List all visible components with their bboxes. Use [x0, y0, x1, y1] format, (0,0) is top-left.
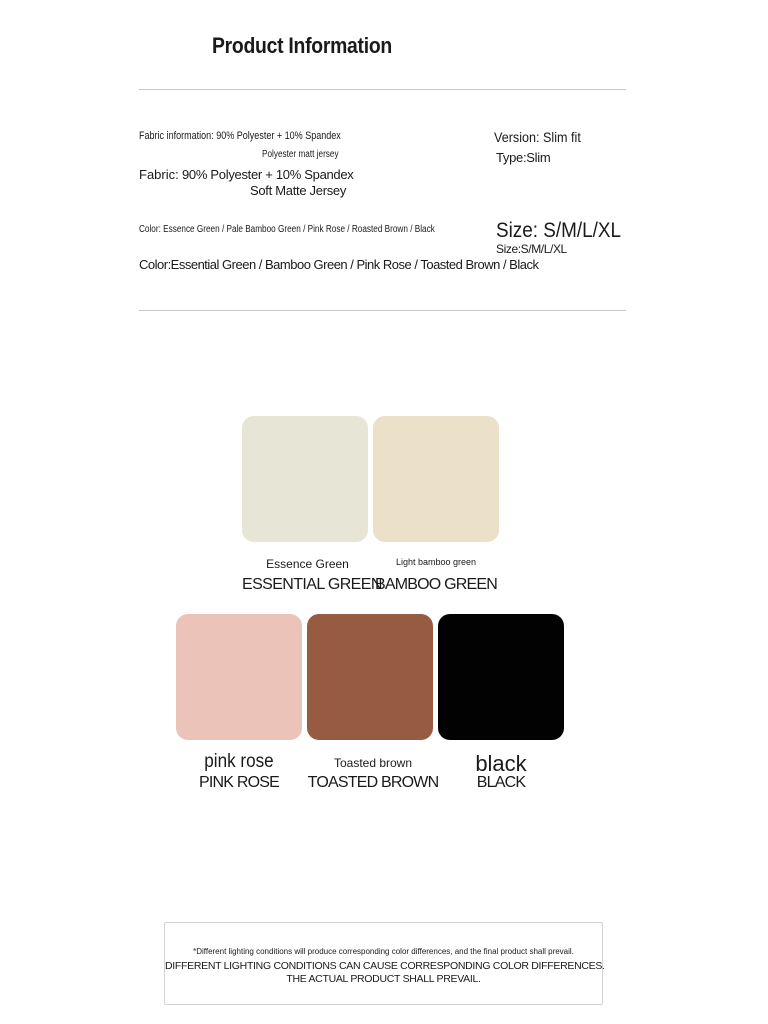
swatch-label-en: ESSENTIAL GREEN [242, 576, 382, 593]
fabric-info-cn: Fabric information: 90% Polyester + 10% Spandex [139, 130, 341, 142]
disclaimer-en-line2: THE ACTUAL PRODUCT SHALL PREVAIL. [286, 973, 481, 985]
color-disclaimer-box [164, 922, 603, 1005]
swatch-label-cn: Essence Green [266, 557, 349, 571]
swatch-label-en: BLACK [476, 774, 526, 791]
size-info-large: Size: S/M/L/XL [496, 219, 622, 242]
bottom-divider [139, 310, 626, 311]
swatch-pink-rose [176, 614, 302, 740]
swatch-toasted-brown [307, 614, 433, 740]
color-info-cn: Color: Essence Green / Pale Bamboo Green / Pink Rose / Roasted Brown / Black [139, 224, 435, 235]
disclaimer-cn: *Different lighting conditions will produce corresponding color differences, and the final product shall prevail. [193, 947, 574, 956]
version-info: Version: Slim fit [494, 129, 581, 145]
swatch-label-cn: Light bamboo green [395, 557, 477, 567]
swatch-black [438, 614, 564, 740]
fabric-label: Fabric: [139, 167, 179, 182]
fabric-value-secondary: Soft Matte Jersey [250, 183, 347, 198]
fabric-value: 90% Polyester + 10% Spandex [182, 167, 354, 182]
color-info-en: Color:Essential Green / Bamboo Green / Pink Rose / Toasted Brown / Black [139, 257, 539, 272]
swatch-bamboo-green [373, 416, 499, 542]
swatch-essential-green [242, 416, 368, 542]
swatch-label-en: PINK ROSE [199, 774, 279, 791]
type-info: Type:Slim [496, 150, 551, 165]
swatch-label-cn: Toasted brown [333, 756, 413, 770]
swatch-label-cn: pink rose [204, 751, 274, 772]
size-info-small: Size:S/M/L/XL [496, 242, 567, 256]
swatch-label-cn: black [475, 751, 527, 776]
top-divider [139, 89, 626, 90]
swatch-label-en: TOASTED BROWN [307, 774, 439, 791]
swatch-label-en: BAMBOO GREEN [375, 576, 497, 593]
page-title: Product Information [212, 33, 392, 58]
disclaimer-en-line1: DIFFERENT LIGHTING CONDITIONS CAN CAUSE CORRESPONDING COLOR DIFFERENCES. [165, 960, 605, 972]
fabric-info-cn-sub: Polyester matt jersey [262, 149, 339, 160]
